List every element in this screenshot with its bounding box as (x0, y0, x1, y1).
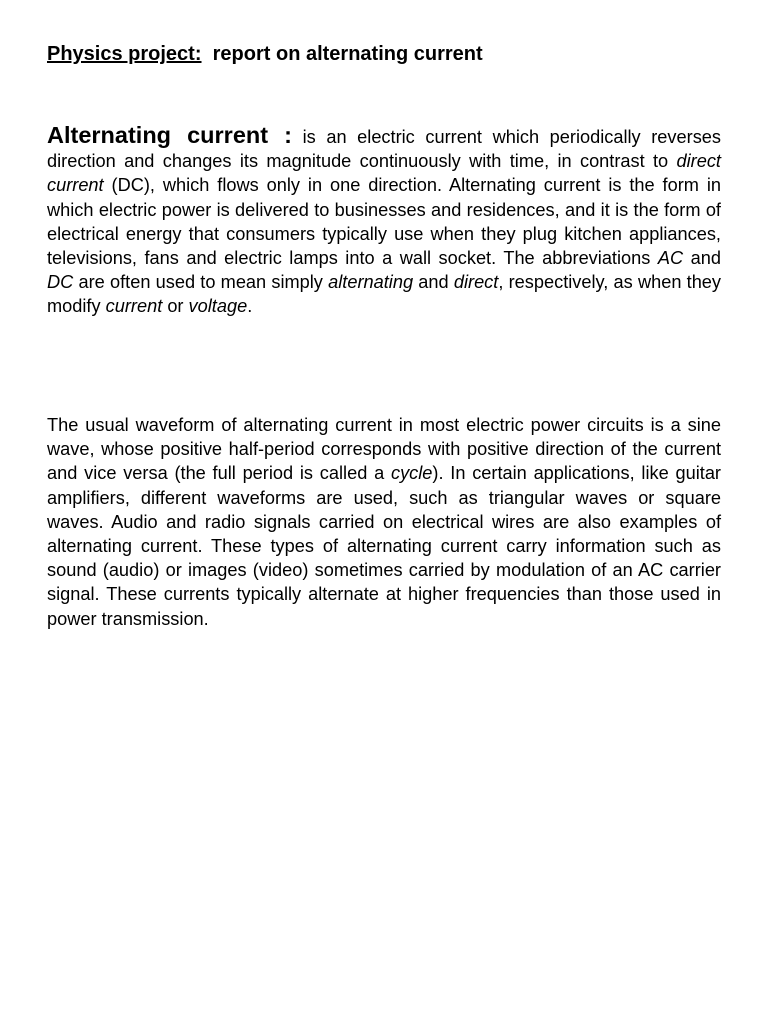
p1-italic-alternating: alternating (328, 272, 414, 293)
p1-italic-direct: direct (453, 272, 499, 293)
title-rest: report on alternating current (212, 43, 483, 65)
p1-text-6: , respectively, as when they modify (47, 272, 722, 317)
p1-text-8: . (247, 296, 253, 317)
p1-text-1: is an electric current which periodically reverses direction and changes its magnitude continuously with time, in contrast to (47, 127, 721, 172)
p2-italic-cycle: cycle (390, 463, 433, 484)
paragraph-waveform (47, 413, 721, 631)
p2-text-2: ). In certain applications, like guitar amplifiers, different waveforms are used, such as triangular waves or square waves. Audio and radio signals carried on electrical wires are also examples of alternating current. These types of alternating current carry information such as sound (audio) or images (video) sometimes carried by modulation of an AC carrier signal. These currents typically alternate at higher frequencies than those used in power transmission. (47, 463, 721, 629)
p1-text-3: and (690, 248, 721, 269)
p1-text-5: and (418, 272, 449, 293)
p1-italic-current: current (105, 296, 163, 317)
p1-text-2: (DC), which flows only in one direction. Alternating current is the form in which electric power is delivered to businesses and residences, and it is the form of electrical energy that consumers typically use when they plug kitchen appliances, televisions, fans and electric lamps into a wall socket. The abbreviations (47, 175, 721, 269)
p2-text-1: The usual waveform of alternating current in most electric power circuits is a sine wave, whose positive half-period corresponds with positive direction of the current and vice versa (the full period is called a (47, 415, 721, 484)
page-title (47, 43, 483, 66)
paragraph-alternating-current (47, 123, 721, 319)
p1-text-7: or (167, 296, 184, 317)
lead-term: Alternating current : (47, 122, 292, 148)
p1-italic-voltage: voltage (188, 296, 248, 317)
p1-italic-ac: AC (657, 248, 684, 269)
p1-italic-dc: DC (47, 272, 74, 293)
p1-italic-direct-current: direct current (47, 151, 721, 196)
title-underlined: Physics project: (47, 43, 202, 65)
p1-text-4: are often used to mean simply (78, 272, 323, 293)
